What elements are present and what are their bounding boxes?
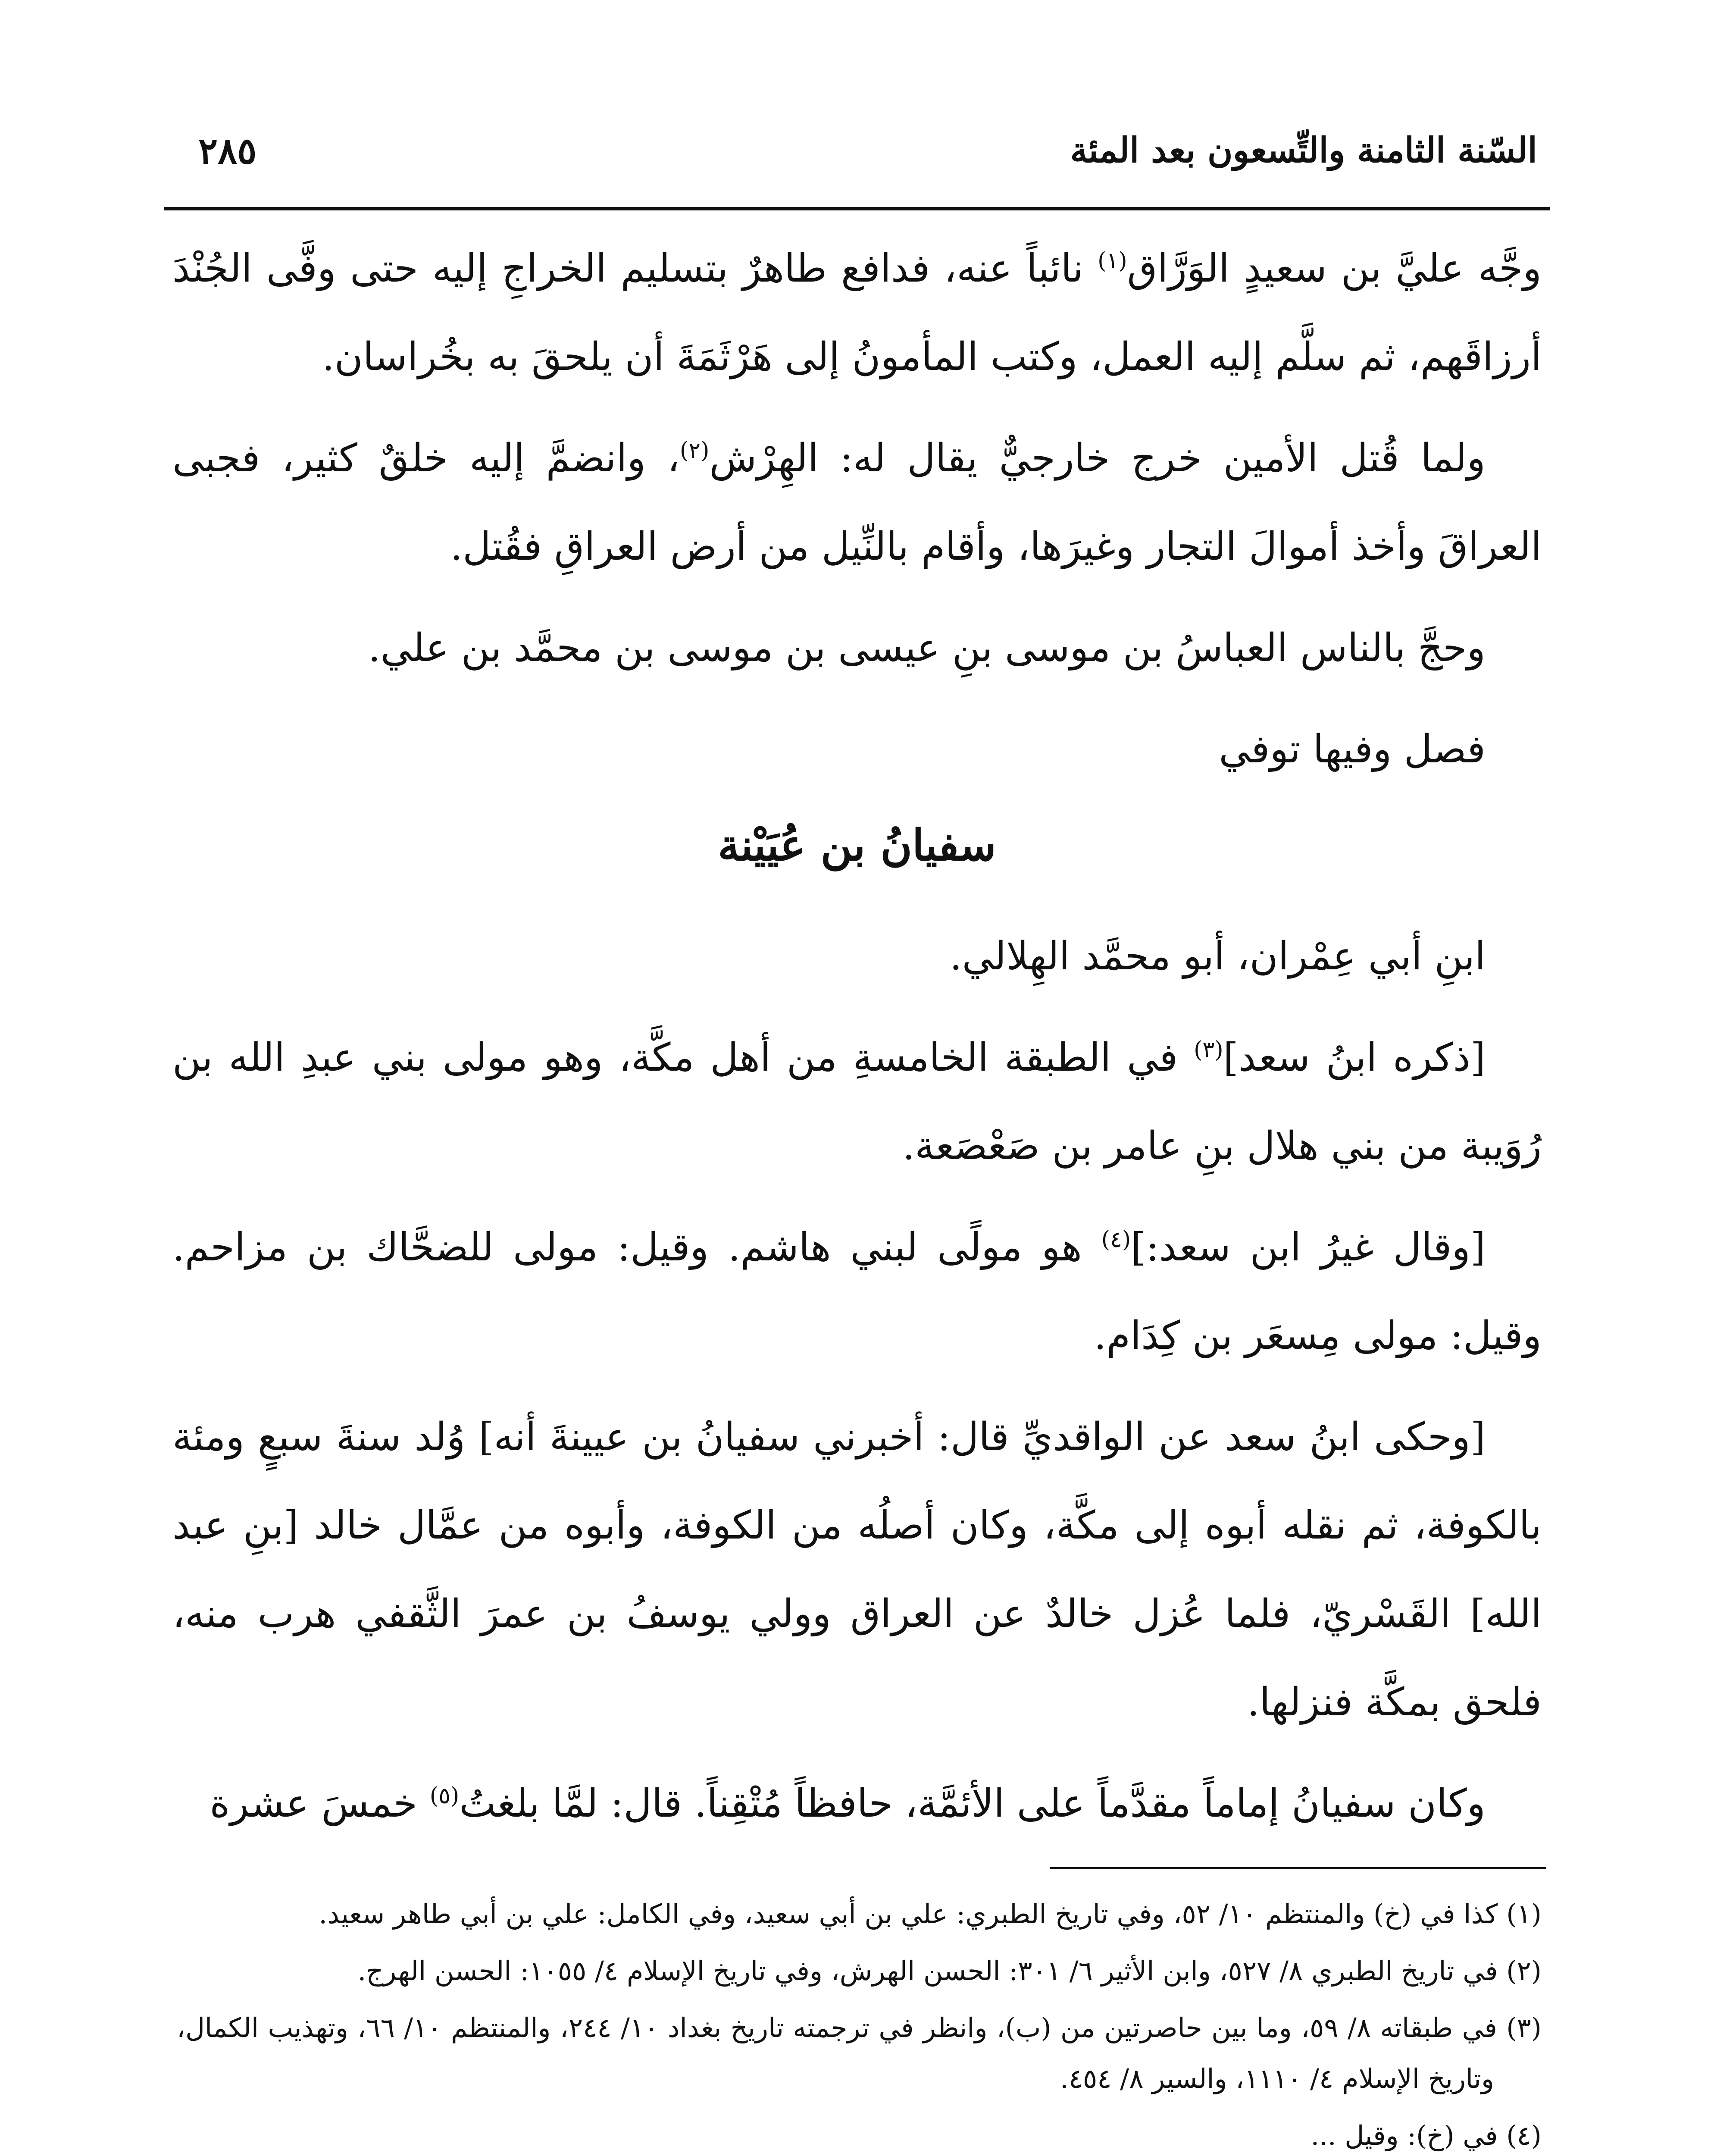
footnote-ref-5: (٥) [429, 1783, 460, 1809]
main-text [172, 224, 1542, 1861]
paragraph-2-rest: ، وانضمَّ إليه خلقٌ كثير، فجبى العراقَ وأخذ أموالَ التجار وغيرَها، وأقام بالنِّيل من أرض العراقِ فقُتل. [172, 436, 1542, 569]
paragraph-9 [172, 1759, 1542, 1848]
paragraph-1-rest: نائباً عنه، فدافع طاهرٌ بتسليم الخراجِ إليه حتى وفَّى الجُنْدَ أرزاقَهم، ثم سلَّم إليه العمل، وكتب المأمونُ إلى هَرْثَمَةَ أن يلحقَ به بخُراسان. [172, 246, 1542, 379]
paragraph-7-rest: هو مولًى لبني هاشم. وقيل: مولى للضحَّاك بن مزاحم. وقيل: مولى مِسعَر بن كِدَام. [172, 1225, 1542, 1358]
paragraph-8: [وحكى ابنُ سعد عن الواقديِّ قال: أخبرني سفيانُ بن عيينةَ أنه] وُلد سنةَ سبعٍ ومئة بالكوفة، ثم نقله أبوه إلى مكَّة، وكان أصلُه من الكوفة، وأبوه من عمَّال خالد [بنِ عبد الله] القَسْريّ، فلما عُزل خالدٌ عن العراق وولي يوسفُ بن عمرَ الثَّقفي هرب منه، فلحق بمكَّة فنزلها. [172, 1414, 1542, 1725]
header-divider [164, 207, 1550, 210]
paragraph-9-text: وكان سفيانُ إماماً مقدَّماً على الأئمَّة، حافظاً مُتْقِناً. قال: لمَّا بلغتُ [459, 1781, 1486, 1826]
paragraph-1 [172, 224, 1542, 401]
footnote-divider [1050, 1867, 1546, 1869]
footnote-2: (٢) في تاريخ الطبري ٨/ ٥٢٧، وابن الأثير ٦/ ٣٠١: الحسن الهرش، وفي تاريخ الإسلام ٤/ ١٠٥٥: الحسن الهرج. [357, 1955, 1542, 1987]
footnote-ref-2: (٢) [679, 438, 710, 464]
paragraph-7 [172, 1203, 1542, 1380]
footnote-3: (٣) في طبقاته ٨/ ٥٩، وما بين حاصرتين من (ب)، وانظر في ترجمته تاريخ بغداد ١٠/ ٢٤٤، والمنتظم ١٠/ ٦٦، وتهذيب الكمال، وتاريخ الإسلام ٤/ ١١١٠، والسير ٨/ ٤٥٤. [177, 2012, 1542, 2094]
paragraph-5: ابنِ أبي عِمْران، أبو محمَّد الهِلالي. [950, 934, 1486, 979]
footnote-ref-1: (١) [1098, 248, 1127, 274]
paragraph-1-text: وجَّه عليَّ بن سعيدٍ الوَرَّاق [1127, 246, 1542, 291]
paragraph-6-rest: في الطبقة الخامسةِ من أهل مكَّة، وهو مولى بني عبدِ الله بن رُوَيبة من بني هلال بنِ عامر بن صَعْصَعة. [172, 1035, 1542, 1169]
footnote-ref-4: (٤) [1101, 1227, 1131, 1253]
paragraph-3: وحجَّ بالناس العباسُ بن موسى بنِ عيسى بن موسى بن محمَّد بن علي. [368, 625, 1486, 671]
footnote-4: (٤) في (خ): وقيل ... [1311, 2120, 1542, 2151]
section-heading: سفيانُ بن عُيَيْنة [718, 820, 996, 871]
paragraph-6-text: [ذكره ابنُ سعد] [1223, 1035, 1486, 1080]
paragraph-4: فصل وفيها توفي [1219, 727, 1486, 772]
footnote-1: (١) كذا في (خ) والمنتظم ١٠/ ٥٢، وفي تاريخ الطبري: علي بن أبي سعيد، وفي الكامل: علي بن أبي طاهر سعيد. [319, 1898, 1542, 1930]
footnote-ref-3: (٣) [1194, 1037, 1223, 1063]
footnotes [177, 1889, 1542, 2156]
paragraph-9-rest: خمسَ عشرة [210, 1781, 430, 1826]
paragraph-7-text: [وقال غيرُ ابن سعد:] [1131, 1225, 1486, 1270]
paragraph-2-text: ولما قُتل الأمين خرج خارجيٌّ يقال له: الهِرْش [709, 436, 1486, 481]
running-header-title: السّنة الثامنة والتِّسعون بعد المئة [1070, 130, 1537, 170]
paragraph-2 [172, 414, 1542, 591]
page-number: ٢٨٥ [198, 129, 257, 172]
paragraph-6 [172, 1013, 1542, 1190]
